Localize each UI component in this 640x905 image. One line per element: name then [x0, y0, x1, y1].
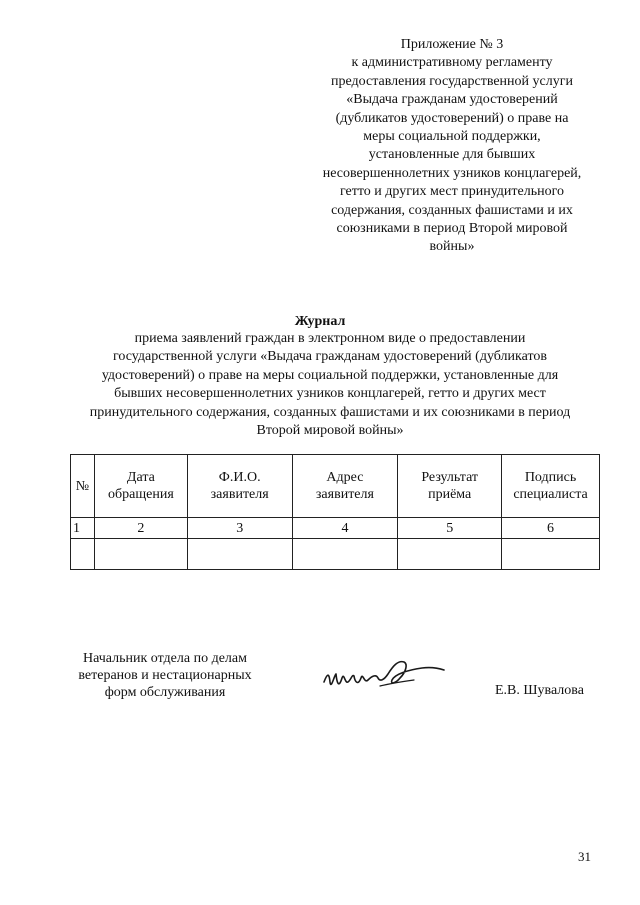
empty-cell[interactable]	[502, 539, 600, 570]
column-number-cell: 4	[292, 518, 398, 539]
header-result: Результат приёма	[398, 455, 502, 518]
appendix-line: меры социальной поддержки,	[363, 129, 541, 145]
header-signature: Подпись специалиста	[502, 455, 600, 518]
signer-position	[40, 650, 290, 701]
appendix-header	[304, 36, 600, 257]
signer-position-line: ветеранов и нестационарных	[78, 668, 252, 683]
appendix-line: к административному регламенту	[351, 55, 553, 71]
journal-description-line: бывших несовершеннолетних узников концлагерей, гетто и других мест	[114, 386, 546, 402]
signer-position-line: форм обслуживания	[104, 685, 226, 700]
appendix-line: установленные для бывших	[368, 147, 536, 163]
appendix-line: «Выдача гражданам удостоверений	[346, 92, 558, 108]
handwritten-signature	[318, 652, 448, 698]
journal-description-line: принудительного содержания, созданных фашистами и их союзниками в период	[89, 404, 571, 420]
column-number-cell: 2	[94, 518, 187, 539]
empty-cell[interactable]	[292, 539, 398, 570]
empty-cell[interactable]	[94, 539, 187, 570]
journal-table	[70, 454, 600, 570]
header-date: Дата обращения	[94, 455, 187, 518]
column-number-cell: 1	[71, 518, 95, 539]
header-full-name: Ф.И.О. заявителя	[187, 455, 292, 518]
journal-description-line: государственной услуги «Выдача гражданам удостоверений (дубликатов	[112, 349, 548, 365]
column-number-cell: 5	[398, 518, 502, 539]
empty-cell[interactable]	[187, 539, 292, 570]
empty-cell[interactable]	[71, 539, 95, 570]
table-header-row	[71, 455, 600, 518]
appendix-line: гетто и других мест принудительного	[339, 184, 565, 200]
journal-description-line: удостоверений) о праве на меры социальной поддержки, установленные для	[101, 367, 559, 383]
journal-title: Журнал	[294, 314, 346, 329]
appendix-line: (дубликатов удостоверений) о праве на	[335, 110, 569, 126]
column-number-cell: 3	[187, 518, 292, 539]
column-number-cell: 6	[502, 518, 600, 539]
appendix-line: содержания, созданных фашистами и их	[331, 202, 573, 218]
journal-description-line: Второй мировой войны»	[256, 423, 404, 439]
table-numbering-row	[71, 518, 600, 539]
signer-position-line: Начальник отдела по делам	[83, 651, 247, 666]
header-address: Адрес заявителя	[292, 455, 398, 518]
header-number: №	[71, 455, 95, 518]
appendix-line: предоставления государственной услуги	[331, 73, 573, 89]
appendix-line: союзниками в период Второй мировой	[336, 221, 568, 237]
page-number: 31	[578, 849, 591, 864]
table-row	[71, 539, 600, 570]
appendix-line: несовершеннолетних узников концлагерей,	[322, 165, 582, 181]
empty-cell[interactable]	[398, 539, 502, 570]
appendix-line: войны»	[429, 239, 475, 255]
journal-description-line: приема заявлений граждан в электронном виде о предоставлении	[134, 331, 526, 346]
signer-name: Е.В. Шувалова	[495, 683, 584, 698]
appendix-line: Приложение № 3	[400, 37, 504, 52]
journal-description	[60, 330, 600, 440]
